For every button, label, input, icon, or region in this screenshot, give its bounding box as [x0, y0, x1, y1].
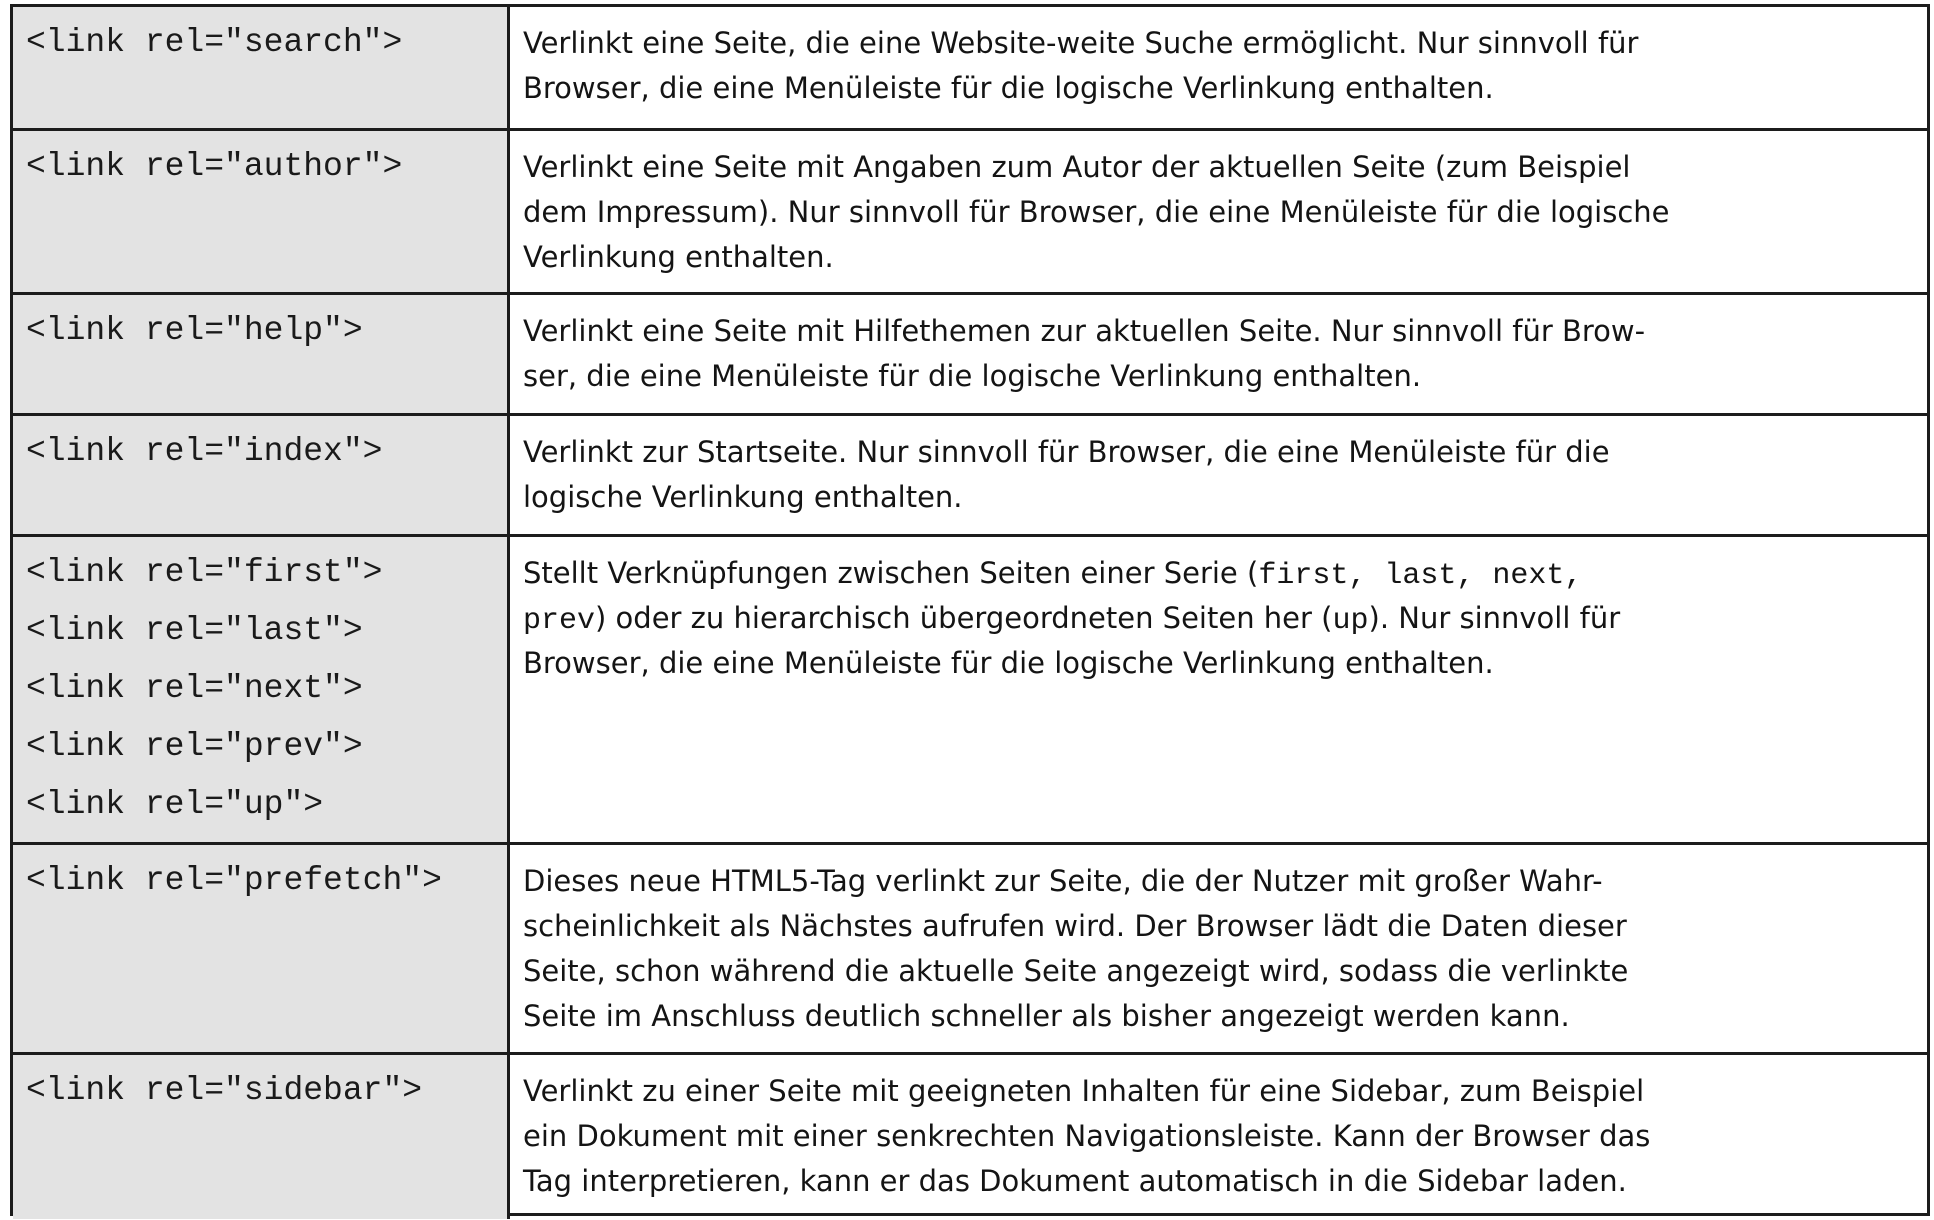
code-cell: [13, 416, 510, 534]
description-line: ser, die eine Menüleiste für die logische Verlinkung enthalten.: [523, 359, 1422, 393]
description-line: [523, 596, 1913, 641]
code-line: <link rel="index">: [26, 433, 383, 470]
description-line: Verlinkt zur Startseite. Nur sinnvoll für Browser, die eine Menüleiste für die: [523, 435, 1610, 469]
description-line: Verlinkt eine Seite mit Angaben zum Autor der aktuellen Seite (zum Beispiel: [523, 150, 1631, 184]
description-cell: [510, 416, 1927, 534]
code-line: <link rel="search">: [26, 24, 403, 61]
code-line: <link rel="next">: [26, 670, 363, 707]
description-cell: [510, 131, 1927, 292]
description-cell: [510, 537, 1927, 842]
description-line: Browser, die eine Menüleiste für die logische Verlinkung enthalten.: [523, 646, 1494, 680]
code-line: <link rel="help">: [26, 312, 363, 349]
table-row: [13, 842, 1927, 1052]
description-line: Verlinkt eine Seite, die eine Website-weite Suche ermöglicht. Nur sinnvoll für: [523, 26, 1639, 60]
description-cell: [510, 7, 1927, 128]
code-cell: [13, 537, 510, 842]
code-cell: [13, 295, 510, 413]
description-line: Verlinkt zu einer Seite mit geeigneten Inhalten für eine Sidebar, zum Beispiel: [523, 1074, 1645, 1108]
description-line: Seite, schon während die aktuelle Seite angezeigt wird, sodass die verlinkte: [523, 954, 1629, 988]
table-row: [13, 413, 1927, 534]
description-line: Verlinkt eine Seite mit Hilfethemen zur aktuellen Seite. Nur sinnvoll für Brow-: [523, 314, 1646, 348]
description-text: ) oder zu hierarchisch übergeordneten Seiten her (: [595, 601, 1333, 635]
table-row: [13, 1052, 1927, 1219]
code-cell: [13, 131, 510, 292]
code-cell: [13, 7, 510, 128]
code-line: <link rel="up">: [26, 786, 324, 823]
code-line: <link rel="first">: [26, 554, 383, 591]
description-text: ). Nur sinnvoll für: [1368, 601, 1621, 635]
link-rel-table: [10, 4, 1930, 1216]
description-text: Stellt Verknüpfungen zwischen Seiten einer Serie (: [523, 556, 1259, 590]
description-line: Dieses neue HTML5-Tag verlinkt zur Seite, die der Nutzer mit großer Wahr-: [523, 864, 1603, 898]
description-line: Tag interpretieren, kann er das Dokument automatisch in die Sidebar laden.: [523, 1164, 1627, 1198]
description-cell: [510, 295, 1927, 413]
description-line: Browser, die eine Menüleiste für die logische Verlinkung enthalten.: [523, 71, 1494, 105]
code-line: <link rel="prev">: [26, 728, 363, 765]
code-line: <link rel="sidebar">: [26, 1072, 423, 1109]
description-line: logische Verlinkung enthalten.: [523, 480, 963, 514]
description-line: Seite im Anschluss deutlich schneller als bisher angezeigt werden kann.: [523, 999, 1570, 1033]
table-row: [13, 534, 1927, 842]
description-cell: [510, 1055, 1927, 1219]
description-line: ein Dokument mit einer senkrechten Navigationsleiste. Kann der Browser das: [523, 1119, 1651, 1153]
code-line: <link rel="author">: [26, 148, 403, 185]
description-line: [523, 551, 1913, 596]
code-line: <link rel="prefetch">: [26, 862, 442, 899]
code-cell: [13, 1055, 510, 1219]
code-cell: [13, 845, 510, 1052]
code-line: <link rel="last">: [26, 612, 363, 649]
table-row: [13, 128, 1927, 292]
description-cell: [510, 845, 1927, 1052]
inline-code: first, last, next,: [1258, 559, 1583, 593]
description-line: scheinlichkeit als Nächstes aufrufen wird. Der Browser lädt die Daten dieser: [523, 909, 1627, 943]
table-row: [13, 7, 1927, 128]
inline-code: prev: [523, 604, 596, 638]
inline-code: up: [1332, 604, 1369, 638]
description-line: Verlinkung enthalten.: [523, 240, 834, 274]
table-row: [13, 292, 1927, 413]
description-line: dem Impressum). Nur sinnvoll für Browser, die eine Menüleiste für die logische: [523, 195, 1670, 229]
